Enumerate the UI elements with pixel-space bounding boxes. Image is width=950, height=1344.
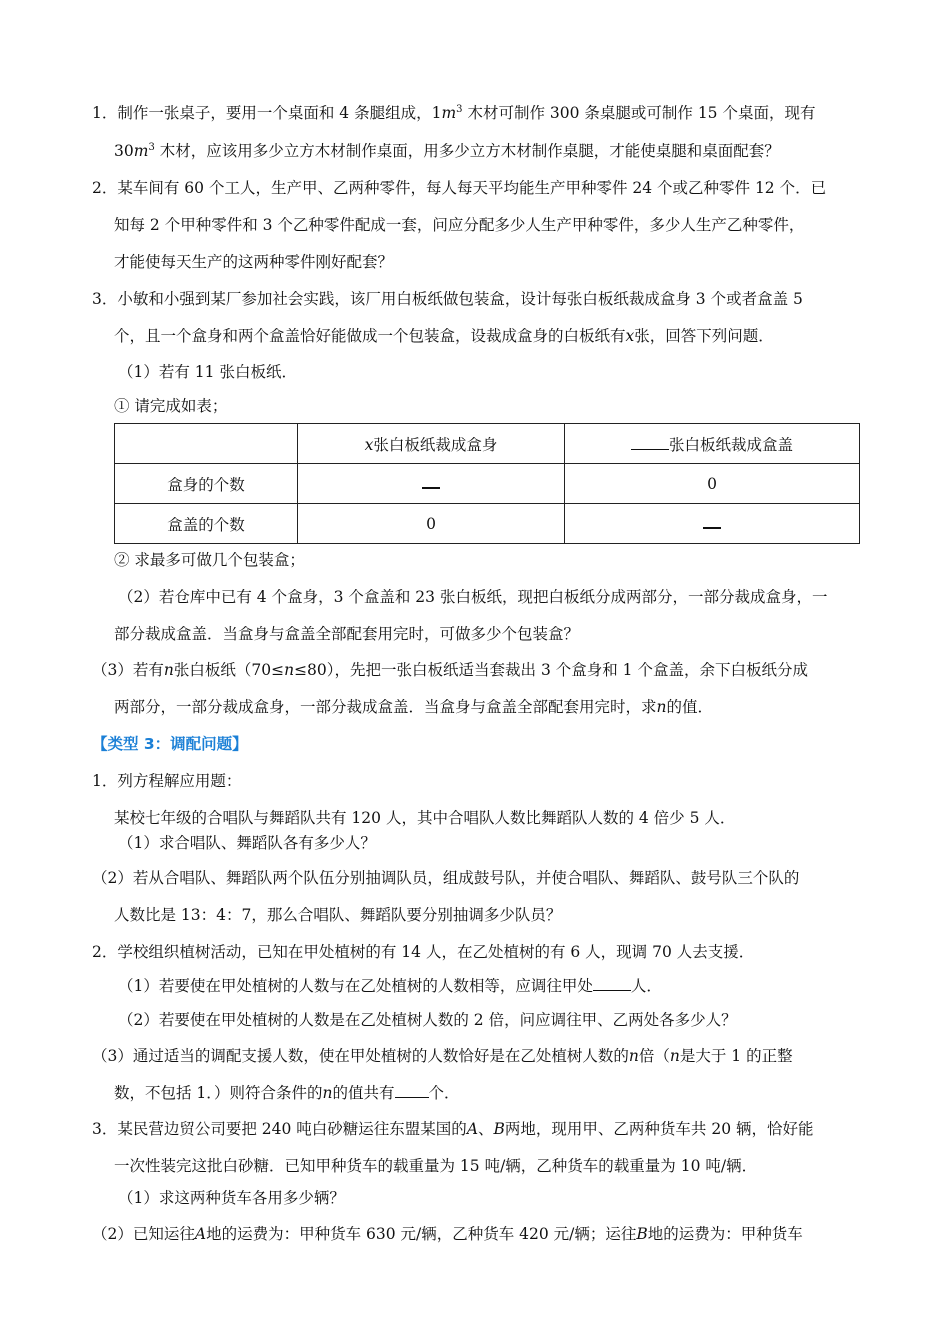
problem3-q1: （1）若有 11 张白板纸．: [118, 363, 297, 381]
type3-problem1-q2-line2: 人数比是 13：4：7，那么合唱队、舞蹈队要分别抽调多少队员？: [114, 906, 562, 924]
table-answer-cell[interactable]: [565, 504, 860, 544]
problem1-line1: 1．制作一张桌子，要用一个桌面和 4 条腿组成，$1m^3$ 木材可制作 300 条桌腿或可制作 15 个桌面，现有: [92, 103, 816, 122]
problem3-line1: 3．小敏和小强到某厂参加社会实践，该厂用白板纸做包装盒，设计每张白板纸裁成盒身 3 个或者盒盖 5: [92, 290, 803, 308]
type3-problem1-q2-line1: （2）若从合唱队、舞蹈队两个队伍分别抽调队员，组成鼓号队，并使合唱队、舞蹈队、鼓号队三个队的: [92, 869, 800, 887]
type3-problem2-line1: 2．学校组织植树活动，已知在甲处植树的有 14 人，在乙处植树的有 6 人，现调 70 人去支援．: [92, 943, 755, 961]
problem2-line1: 2．某车间有 60 个工人，生产甲、乙两种零件，每人每天平均能生产甲种零件 24 个或乙种零件 12 个．已: [92, 179, 827, 197]
section-heading: 【类型 3：调配问题】: [92, 735, 248, 753]
table-row: [115, 504, 860, 544]
type3-problem2-q2: （2）若要使在甲处植树的人数是在乙处植树人数的 2 倍，问应调往甲、乙两处各多少人？: [118, 1011, 737, 1029]
table-row: [115, 424, 860, 464]
answer-blank[interactable]: [703, 519, 721, 529]
type3-problem3-line1: 3．某民营边贸公司要把 240 吨白砂糖运往东盟某国的A、B两地，现用甲、乙两种货车共 20 辆，恰好能: [92, 1120, 814, 1138]
problem3-q1b: ② 求最多可做几个包装盒；: [114, 551, 305, 569]
problem3-q2-line2: 部分裁成盒盖．当盒身与盒盖全部配套用完时，可做多少个包装盒？: [114, 625, 580, 643]
problem3-line2: 个，且一个盒身和两个盒盖恰好能做成一个包装盒，设裁成盒身的白板纸有x张，回答下列问题．: [114, 327, 774, 345]
problem3-q3-line1: （3）若有n张白板纸（70≤n≤80），先把一张白板纸适当套裁出 3 个盒身和 1 个盒盖，余下白板纸分成: [92, 661, 808, 679]
table-answer-cell[interactable]: [298, 464, 565, 504]
type3-problem2-q3-line2: 数，不包括 1．）则符合条件的n的值共有 个．: [114, 1084, 460, 1102]
problem3-q2-line1: （2）若仓库中已有 4 个盒身，3 个盒盖和 23 张白板纸，现把白板纸分成两部分，一部分裁成盒身，一: [118, 588, 828, 606]
type3-problem2-q1: （1）若要使在甲处植树的人数与在乙处植树的人数相等，应调往甲处 人．: [118, 977, 662, 995]
answer-blank[interactable]: [422, 479, 440, 489]
table-header-bodies: x张白板纸裁成盒身: [298, 424, 565, 464]
type3-problem3-q2: （2）已知运往A地的运费为：甲种货车 630 元/辆，乙种货车 420 元/辆；运往B地的运费为：甲种货车: [92, 1225, 803, 1243]
table-cell: 0: [298, 504, 565, 544]
problem3-q3-line2: 两部分，一部分裁成盒身，一部分裁成盒盖．当盒身与盒盖全部配套用完时，求n的值．: [114, 698, 714, 716]
table-row-label: 盒身的个数: [115, 464, 298, 504]
problem2-line3: 才能使每天生产的这两种零件刚好配套？: [114, 253, 394, 271]
answer-blank[interactable]: [395, 1082, 429, 1098]
table-row-label: 盒盖的个数: [115, 504, 298, 544]
answer-blank[interactable]: [631, 434, 669, 450]
problem1-line2: $30m^3$ 木材，应该用多少立方木材制作桌面，用多少立方木材制作桌腿，才能使桌腿和桌面配套？: [114, 141, 780, 160]
table-header-empty: [115, 424, 298, 464]
type3-problem3-q1: （1）求这两种货车各用多少辆？: [118, 1189, 345, 1207]
type3-problem1-q1: （1）求合唱队、舞蹈队各有多少人？: [118, 834, 376, 852]
table-row: [115, 464, 860, 504]
problem2-line2: 知每 2 个甲种零件和 3 个乙种零件配成一套，问应分配多少人生产甲种零件，多少人生产乙种零件，: [114, 216, 805, 234]
table-header-lids: 张白板纸裁成盒盖: [565, 424, 860, 464]
box-table: [114, 423, 860, 544]
problem3-q1a: ① 请完成如表；: [114, 397, 228, 415]
type3-problem2-q3-line1: （3）通过适当的调配支援人数，使在甲处植树的人数恰好是在乙处植树人数的n倍（n是大于 1 的正整: [92, 1047, 793, 1065]
type3-problem1-line1: 1．列方程解应用题：: [92, 772, 242, 790]
type3-problem1-line2: 某校七年级的合唱队与舞蹈队共有 120 人，其中合唱队人数比舞蹈队人数的 4 倍少 5 人．: [114, 809, 736, 827]
answer-blank[interactable]: [593, 975, 631, 991]
type3-problem3-line2: 一次性装完这批白砂糖．已知甲种货车的载重量为 15 吨/辆，乙种货车的载重量为 10 吨/辆．: [114, 1157, 758, 1175]
table-cell: 0: [565, 464, 860, 504]
